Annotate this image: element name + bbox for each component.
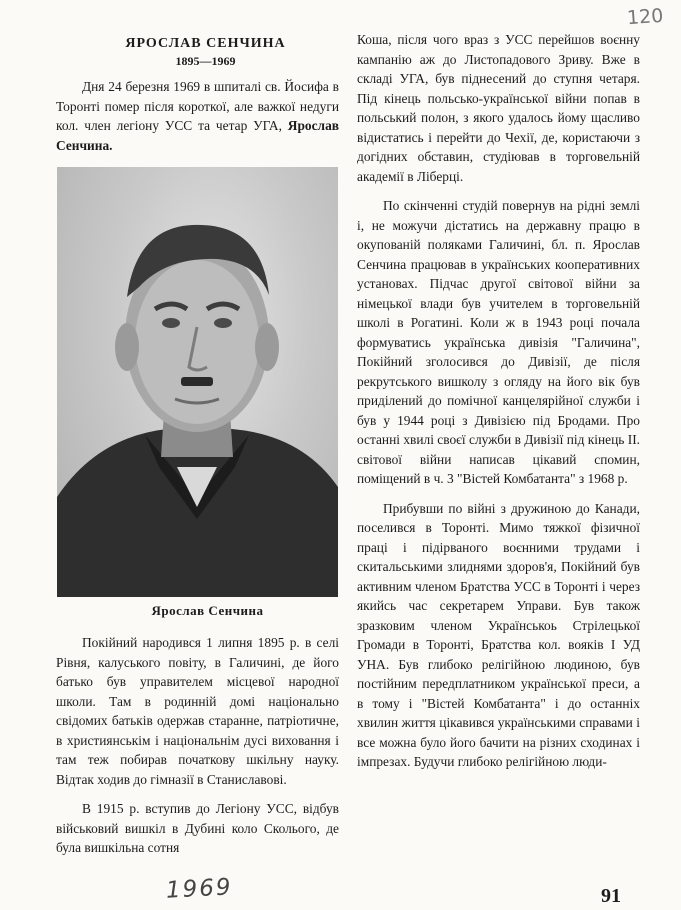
article-title: ЯРОСЛАВ СЕНЧИНА (125, 36, 286, 51)
left-column (56, 30, 339, 868)
article-years: 1895—1969 (175, 54, 236, 68)
left-paragraph-1: Покійний народився 1 липня 1895 р. в селі Рівня, калуського повіту, в Галичині, де його батько був управителем місцевої народної школи. Там в родинній домі національно свідомих батьків одержав старанне, патріотичне, в християнськім і національнім дусі виховання і там теж побирав початкову шкільну науку. Відтак ходив до гімназії в Станиславові. (56, 635, 339, 787)
intro-paragraph: Дня 24 березня 1969 в шпиталі св. Йосифа в Торонті помер після короткої, але важкої недуги кол. член легіону УСС та четар УГА, Ярослав Сенчина. (56, 79, 339, 153)
left-paragraph-2: В 1915 р. вступив до Легіону УСС, відбув військовий вишкіл в Дубині коло Сколього, де була вишкільна сотня (56, 801, 339, 855)
right-paragraph-1: Коша, після чого враз з УСС перейшов воєнну кампанію аж до Листопадового Зриву. Вже в складі УГА, був піднесений до ступня четаря. Під кінець польсько-української війни попав в польський полон, з якого удалось йому щасливо відистатись і перейти до Чехії, де, користаючи з догідних обставин, студіював в торговельній академії в Ліберці. (357, 32, 640, 184)
photo-caption: Ярослав Сенчина (151, 603, 264, 618)
right-column (357, 30, 640, 782)
handwritten-page-number: 120 (626, 4, 664, 30)
portrait-photo (57, 167, 338, 597)
portrait-illustration (57, 167, 338, 597)
intro-name: Ярослав Сенчина. (56, 118, 339, 153)
handwritten-year: 1969 (165, 874, 234, 904)
right-paragraph-2: По скінченні студій повернув на рідні землі і, не можучи дістатись на державну працю в окупованій поляками Галичині, бл. п. Ярослав Сенчина працював в українських кооперативних установах. Підчас другої світової війни за німецької влади був учителем в торговельній школі в Рогатині. Коли ж в 1943 році почала формуватись українська дивізія "Галичина", Покійний зголосився до Дивізії, де після рекрутського вишколу з огляду на його вік був приділений до помічної канцелярійної служби і був у 1944 році з Дивізією під Бродами. Про останні хвилі своєї служби в Дивізії під кінець ІІ. світової війни написав цікавий спомин, поміщений в ч. 3 "Вістей Комбатанта" з 1968 р. (357, 198, 640, 486)
folio-page-number: 91 (601, 885, 621, 907)
right-paragraph-3: Прибувши по війні з дружиною до Канади, поселився в Торонті. Мимо тяжкої фізичної праці і підірваного воєнними трудами і скитальськими злиднями здоров'я, Покійний був активним членом Братства УСС в Торонті і через якийсь час секретарем Управи. Був також зразковим членом Українськоь Стрілецької Громади в Торонті, Братства кол. вояків І УД УНА. Був глибоко релігійною людиною, був постійним передплатником української преси, а в тому і "Вістей Комбатанта" і до останніх хвилин життя цікавився українськими справами і все можна було його бачити на різних сходинах і імпрезах. Будучи глибоко релігійною люди- (357, 500, 640, 769)
